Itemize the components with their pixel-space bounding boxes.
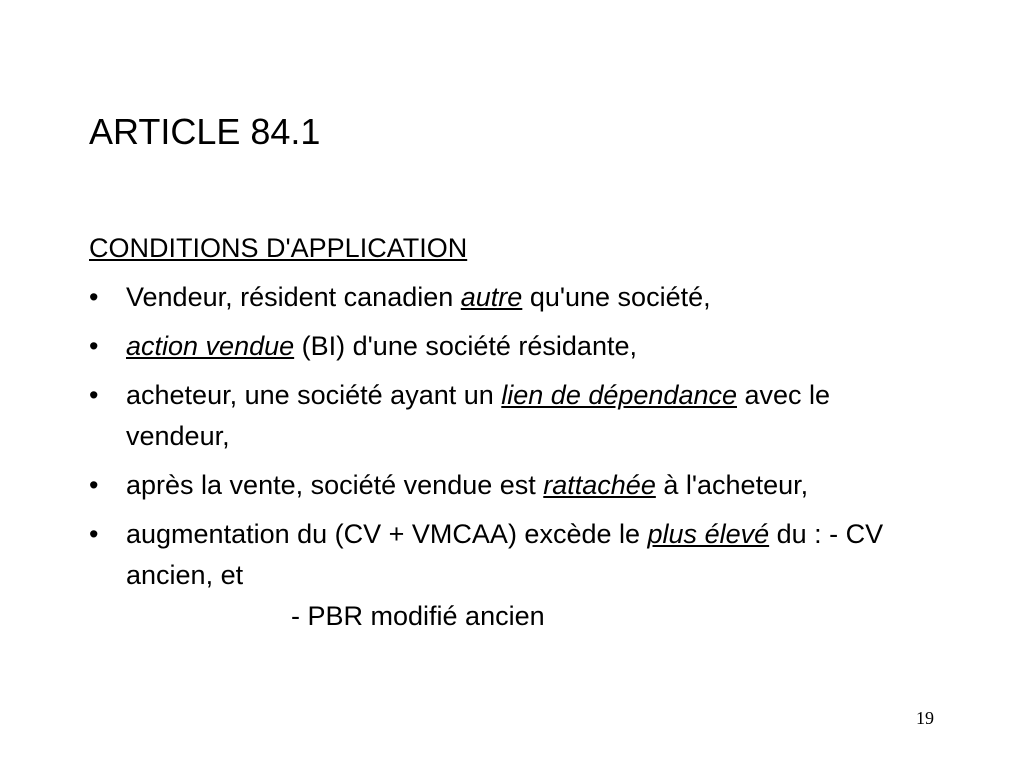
emphasis-text: rattachée (543, 470, 656, 500)
bullet-icon: • (89, 331, 99, 361)
bullet-text: acheteur, une société ayant un (126, 380, 502, 410)
bullet-text: (BI) d'une société résidante, (294, 331, 637, 361)
bullet-text: du : - CV ancien, et (126, 519, 884, 590)
page-number: 19 (916, 708, 934, 728)
bullet-icon: • (89, 282, 99, 312)
emphasis-text: plus élevé (647, 519, 770, 549)
section-heading: CONDITIONS D'APPLICATION (89, 233, 468, 263)
bullet-list (89, 277, 929, 637)
bullet-icon: • (89, 470, 99, 500)
emphasis-text: autre (460, 282, 523, 312)
bullet-icon: • (89, 380, 99, 410)
bullet-item-acheteur (89, 375, 929, 457)
bullet-text: qu'une société, (522, 282, 711, 312)
bullet-item-augmentation (89, 514, 929, 637)
bullet-text: augmentation du (CV + VMCAA) excède le (126, 519, 648, 549)
slide-body (89, 228, 929, 645)
bullet-text: Vendeur, résident canadien (126, 282, 461, 312)
bullet-item-action-vendue (89, 326, 929, 367)
bullet-text: avec le vendeur, (126, 380, 831, 451)
bullet-text: après la vente, société vendue est (126, 470, 544, 500)
emphasis-text: action vendue (126, 331, 295, 361)
slide-title: ARTICLE 84.1 (89, 111, 321, 152)
bullet-icon: • (89, 519, 99, 549)
bullet-continuation-text: - PBR modifié ancien (291, 601, 545, 631)
bullet-text: à l'acheteur, (655, 470, 809, 500)
bullet-item-vendeur (89, 277, 929, 318)
emphasis-text: lien de dépendance (501, 380, 737, 410)
bullet-item-apres-la-vente (89, 465, 929, 506)
